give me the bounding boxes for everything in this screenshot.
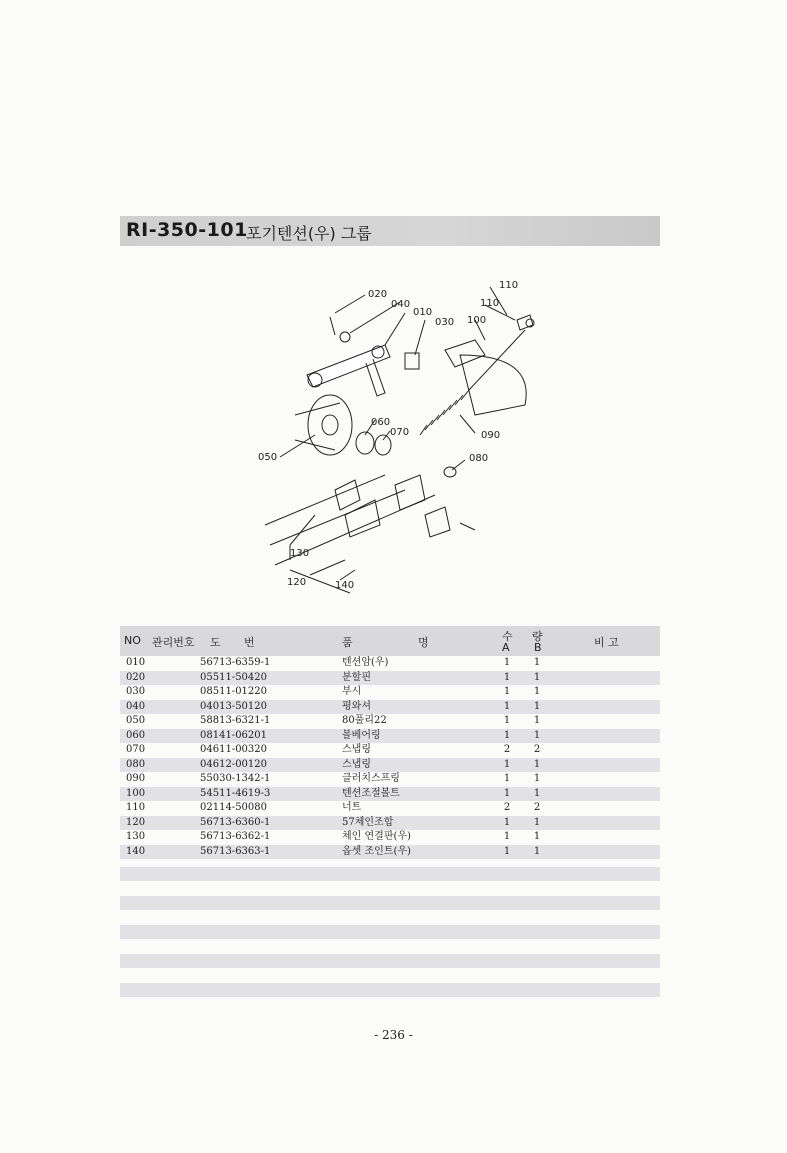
- table-row: [120, 700, 660, 715]
- table-row: [120, 714, 660, 729]
- row-no: 040: [126, 700, 146, 712]
- row-part-name: 부시: [342, 686, 362, 697]
- row-part-name: 볼베어링: [342, 729, 381, 741]
- callout-030: 030: [435, 317, 455, 328]
- callout-010: 010: [413, 307, 433, 318]
- row-qty-a: 1: [503, 758, 511, 770]
- row-part-name: 80풀리22: [342, 715, 387, 726]
- page-number: - 236 -: [374, 1028, 413, 1042]
- row-qty-a: 1: [503, 729, 511, 741]
- empty-row: [120, 983, 660, 997]
- header-remark: 비 고: [594, 636, 619, 649]
- empty-row: [120, 925, 660, 939]
- table-row: [120, 845, 660, 860]
- row-qty-a: 1: [503, 657, 511, 668]
- callout-120: 120: [287, 577, 307, 588]
- callout-020: 020: [368, 289, 388, 300]
- table-row: [120, 830, 660, 845]
- row-qty-a: 2: [503, 802, 511, 813]
- row-qty-b: 1: [533, 729, 541, 741]
- row-qty-b: 1: [533, 671, 541, 683]
- row-qty-a: 1: [503, 773, 511, 784]
- row-part-number: 08511-01220: [200, 686, 268, 697]
- header-qty-2: 량: [532, 630, 543, 643]
- row-qty-a: 1: [503, 831, 511, 842]
- row-qty-a: 1: [503, 715, 511, 726]
- row-part-number: 08141-06201: [200, 729, 268, 741]
- row-part-number: 56713-6362-1: [200, 831, 271, 842]
- row-qty-a: 1: [503, 787, 511, 799]
- row-no: 080: [126, 758, 146, 770]
- table-row: [120, 685, 660, 700]
- callout-110-lower: 110: [480, 298, 500, 309]
- header-mgmt-no: 관리번호: [152, 636, 195, 649]
- row-part-name: 체인 연결판(우): [342, 831, 411, 842]
- group-name: 포기텐션(우) 그룹: [246, 224, 372, 243]
- row-no: 140: [126, 845, 146, 857]
- row-part-number: 54511-4619-3: [200, 787, 271, 799]
- table-body: [120, 656, 660, 859]
- table-row: [120, 801, 660, 816]
- table-row: [120, 656, 660, 671]
- empty-row: [120, 954, 660, 968]
- row-qty-a: 1: [503, 845, 511, 857]
- row-part-number: 56713-6363-1: [200, 845, 271, 857]
- row-no: 060: [126, 729, 146, 741]
- row-part-name: 스냅링: [342, 744, 371, 755]
- row-no: 070: [126, 744, 146, 755]
- row-qty-b: 1: [533, 773, 541, 784]
- row-part-name: 평와셔: [342, 700, 371, 712]
- row-qty-a: 1: [503, 700, 511, 712]
- row-qty-b: 1: [533, 831, 541, 842]
- table-row: [120, 743, 660, 758]
- row-part-name: 클러치스프링: [342, 773, 400, 784]
- diagram-drawing: [245, 275, 555, 600]
- row-part-number: 56713-6359-1: [200, 657, 271, 668]
- callout-110-upper: 110: [499, 280, 519, 291]
- header-qty-b: B: [534, 641, 542, 654]
- row-qty-b: 1: [533, 787, 541, 799]
- callout-130: 130: [290, 548, 310, 559]
- row-qty-b: 1: [533, 845, 541, 857]
- group-code: RI-350-101: [126, 219, 248, 241]
- row-no: 090: [126, 773, 146, 784]
- header-name-2: 명: [418, 636, 429, 649]
- callout-090: 090: [481, 430, 501, 441]
- row-part-number: 04611-00320: [200, 744, 268, 755]
- header-drawing-2: 번: [244, 636, 255, 649]
- callout-060: 060: [371, 417, 391, 428]
- row-no: 030: [126, 686, 146, 697]
- row-qty-b: 1: [533, 758, 541, 770]
- table-row: [120, 787, 660, 802]
- empty-row: [120, 896, 660, 910]
- row-no: 050: [126, 715, 146, 726]
- table-row: [120, 729, 660, 744]
- header-qty-a: A: [502, 641, 510, 654]
- row-part-number: 56713-6360-1: [200, 816, 271, 828]
- table-row: [120, 671, 660, 686]
- row-qty-b: 2: [533, 802, 541, 813]
- row-qty-b: 1: [533, 686, 541, 697]
- callout-080: 080: [469, 453, 489, 464]
- row-qty-b: 1: [533, 816, 541, 828]
- table-row: [120, 758, 660, 773]
- table-header: [120, 626, 660, 656]
- row-no: 130: [126, 831, 146, 842]
- row-part-name: 텐션조절볼트: [342, 787, 400, 799]
- row-part-number: 04612-00120: [200, 758, 268, 770]
- row-no: 020: [126, 671, 146, 683]
- header-name-1: 품: [342, 636, 353, 649]
- header-qty: 수: [502, 630, 513, 643]
- header-no: NO: [124, 634, 141, 647]
- table-row: [120, 772, 660, 787]
- exploded-parts-diagram: [245, 275, 555, 600]
- row-part-name: 스냅링: [342, 758, 371, 770]
- row-qty-b: 1: [533, 715, 541, 726]
- row-qty-a: 2: [503, 744, 511, 755]
- row-qty-b: 1: [533, 657, 541, 668]
- row-part-name: 분할핀: [342, 671, 371, 683]
- callout-070: 070: [390, 427, 410, 438]
- callout-040: 040: [391, 299, 411, 310]
- row-no: 120: [126, 816, 146, 828]
- row-part-number: 58813-6321-1: [200, 715, 271, 726]
- callout-050: 050: [258, 452, 278, 463]
- row-qty-a: 1: [503, 671, 511, 683]
- row-part-name: 텐션암(우): [342, 657, 389, 668]
- table-row: [120, 816, 660, 831]
- empty-row: [120, 867, 660, 881]
- row-no: 100: [126, 787, 146, 799]
- row-qty-a: 1: [503, 816, 511, 828]
- row-part-name: 옵셋 조인트(우): [342, 845, 411, 857]
- row-part-number: 04013-50120: [200, 700, 268, 712]
- row-no: 010: [126, 657, 146, 668]
- row-no: 110: [126, 802, 146, 813]
- row-qty-b: 2: [533, 744, 541, 755]
- row-part-number: 05511-50420: [200, 671, 268, 683]
- row-part-name: 57체인조합: [342, 816, 394, 828]
- callout-140: 140: [335, 580, 355, 591]
- row-part-name: 너트: [342, 802, 362, 813]
- section-title-bar: [120, 216, 660, 246]
- callout-100: 100: [467, 315, 487, 326]
- row-qty-a: 1: [503, 686, 511, 697]
- row-qty-b: 1: [533, 700, 541, 712]
- row-part-number: 02114-50080: [200, 802, 268, 813]
- header-drawing-1: 도: [210, 636, 221, 649]
- parts-table: [120, 626, 660, 997]
- row-part-number: 55030-1342-1: [200, 773, 271, 784]
